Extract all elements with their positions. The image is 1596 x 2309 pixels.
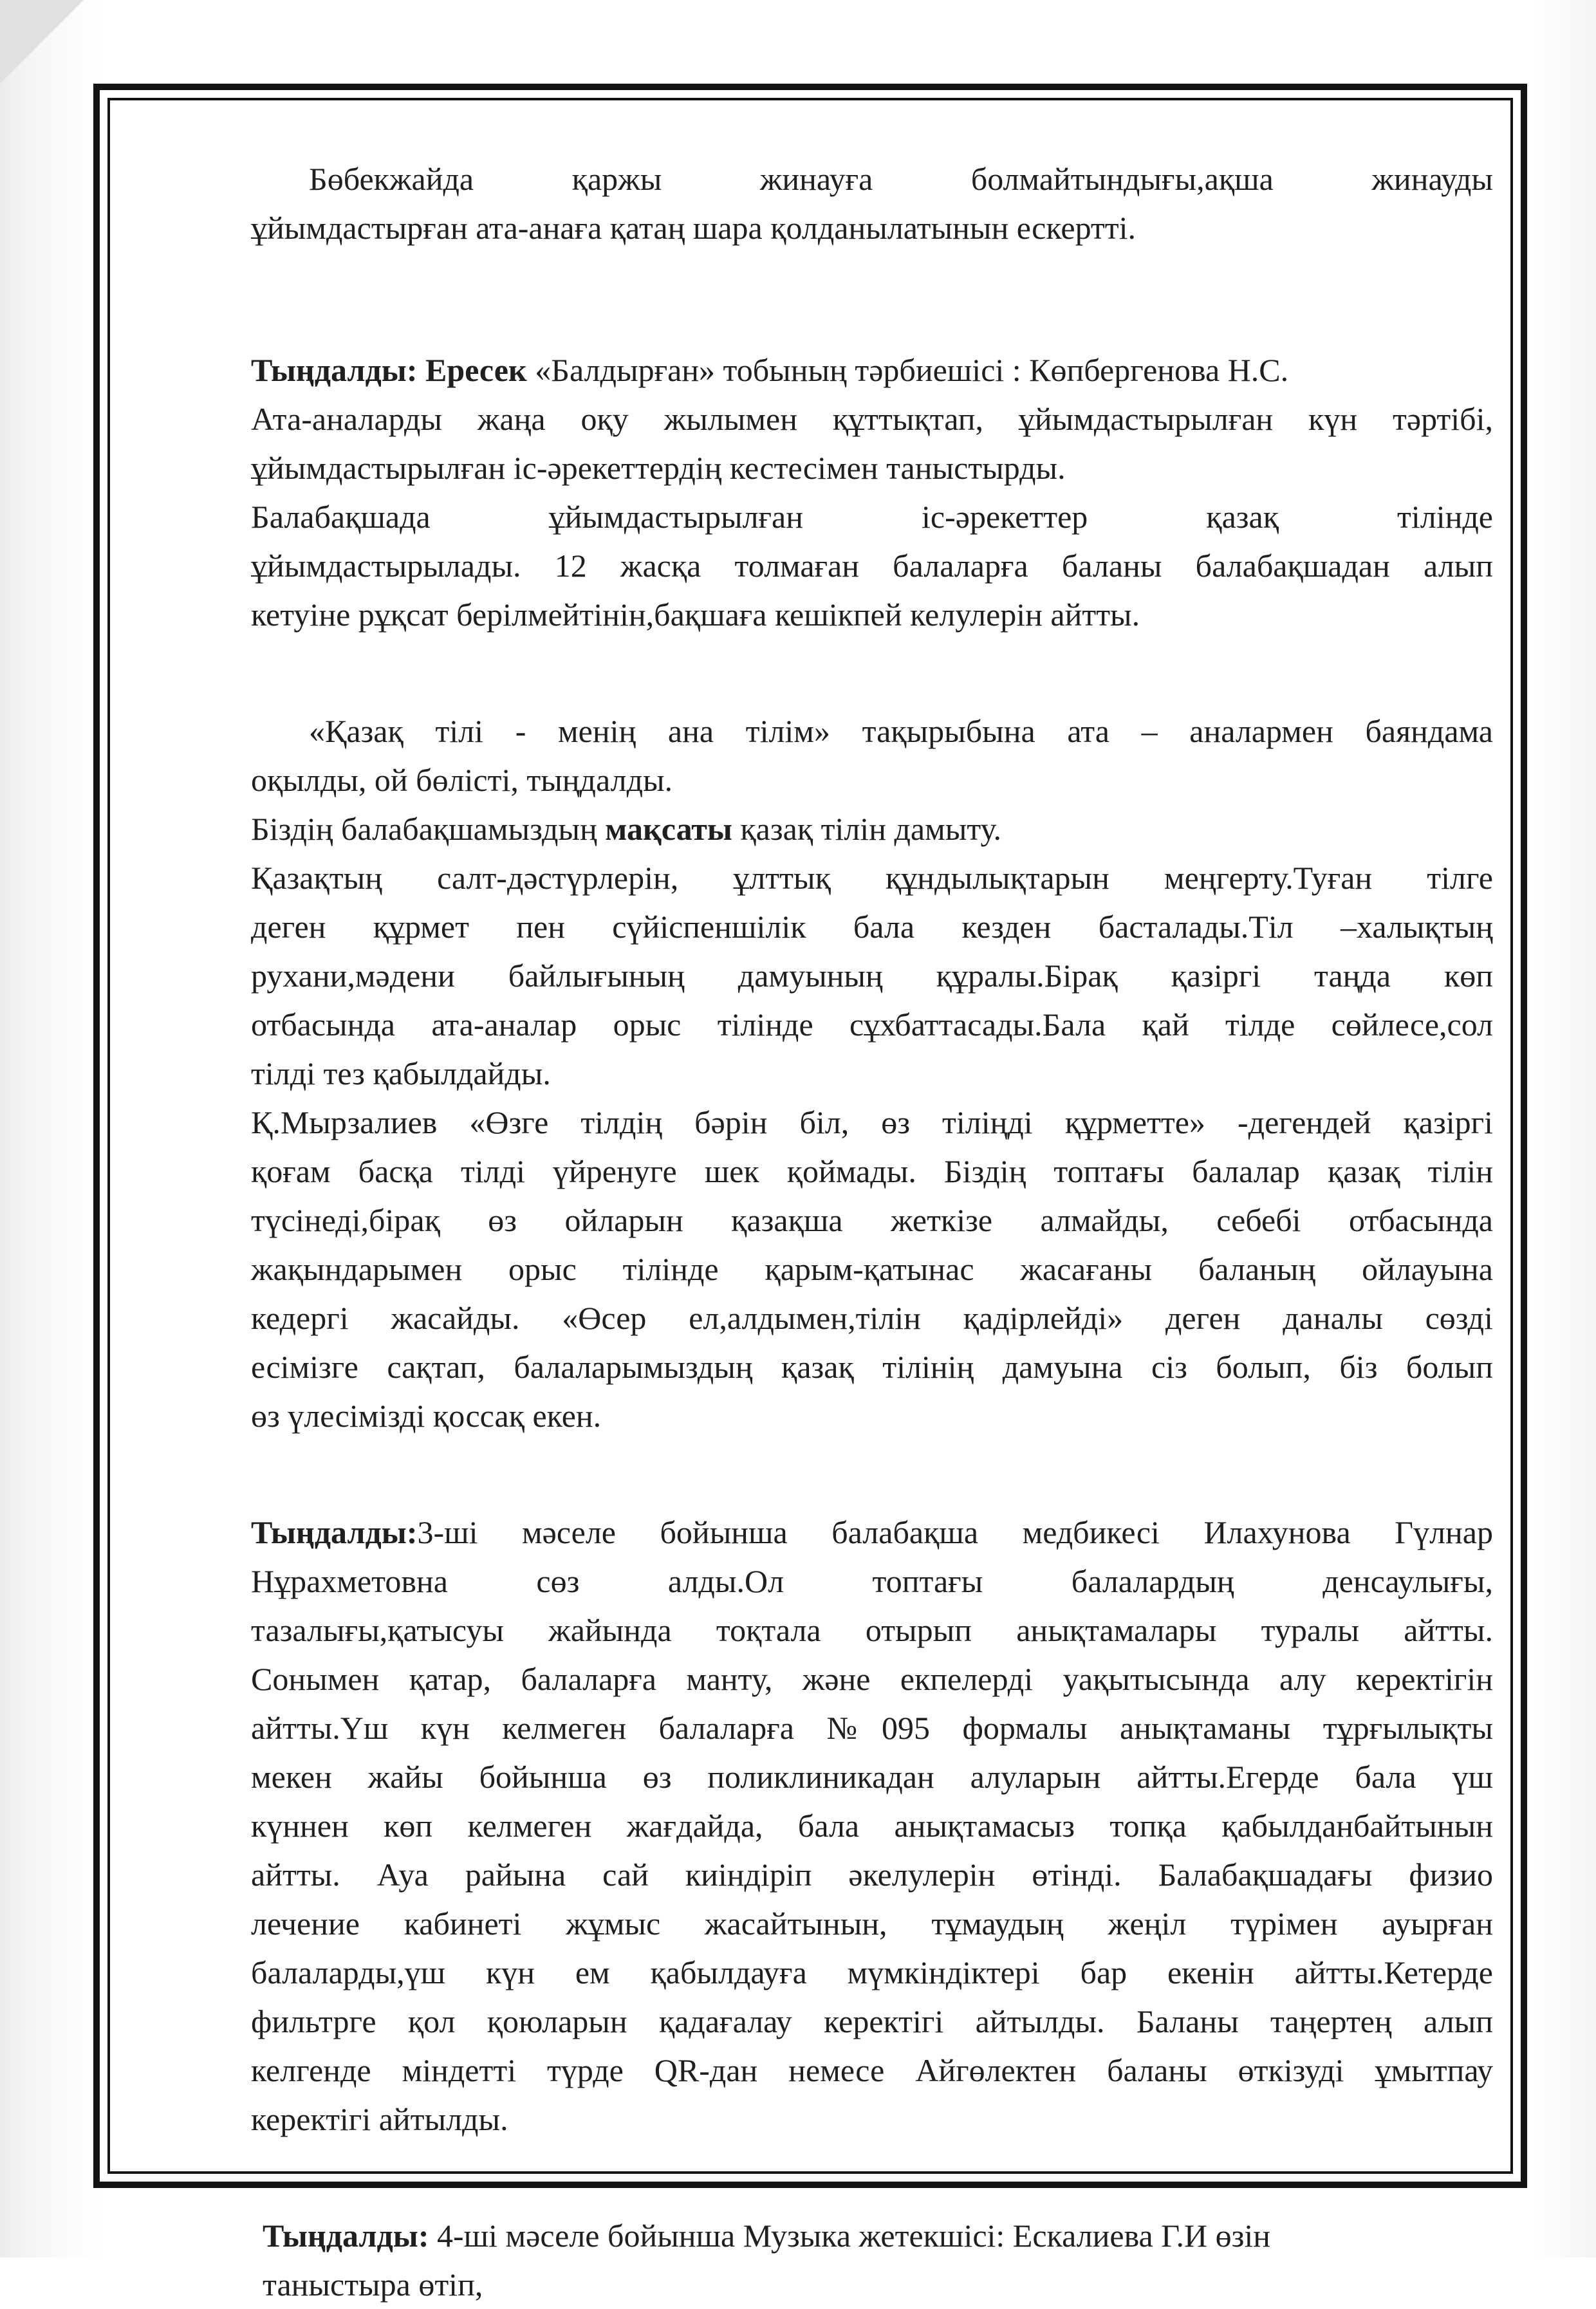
text-line: таныстыра өтіп, <box>263 2267 483 2303</box>
document-body <box>251 154 1493 2309</box>
text-run: «Балдырған» тобының тәрбиешісі : Көпбергенова Н.С. <box>526 352 1289 388</box>
paragraph-block-5 <box>263 2211 1493 2309</box>
text-line: лечение кабинеті жұмыс жасайтынын, тұмаудың жеңіл түрімен ауырған <box>251 1906 1493 1942</box>
paragraph-block-4 <box>251 1508 1493 2144</box>
paragraph-block-1 <box>251 154 1493 252</box>
text-line: фильтрге қол қоюларын қадағалау керектігі айтылды. Баланы таңертең алып <box>251 2003 1493 2039</box>
text-line: түсінеді,бірақ өз ойларын қазақша жеткізе алмайды, себебі отбасында <box>251 1202 1493 1238</box>
text-run: 3-ші мәселе бойынша балабақша медбикесі Илахунова Гүлнар <box>417 1514 1493 1550</box>
text-line: қоғам басқа тілді үйренуге шек қоймады. Біздің топтағы балалар қазақ тілін <box>251 1153 1493 1189</box>
text-line: Ата-аналарды жаңа оқу жылымен құттықтап, ұйымдастырылған күн тәртібі, <box>251 401 1493 437</box>
text-line: тілді тез қабылдайды. <box>251 1055 551 1091</box>
text-line: ұйымдастырылады. 12 жасқа толмаған балаларға баланы балабақшадан алып <box>251 548 1493 584</box>
spacer <box>251 639 1493 707</box>
emphasis-word: мақсаты <box>605 811 732 847</box>
text-line: отбасында ата-аналар орыс тілінде сұхбаттасады.Бала қай тілде сөйлесе,сол <box>251 1006 1493 1043</box>
lead-label: Тыңдалды: Ересек <box>251 352 527 388</box>
text-run: қазақ тілін дамыту. <box>732 811 1002 847</box>
text-line <box>263 2211 1493 2260</box>
text-line: күннен көп келмеген жағдайда, бала анықтамасыз топқа қабылданбайтынын <box>251 1808 1493 1844</box>
text-line: «Қазақ тілі - менің ана тілім» тақырыбына ата – аналармен баяндама <box>309 713 1493 749</box>
text-line: айтты.Үш күн келмеген балаларға №095 формалы анықтаманы тұрғылықты <box>251 1710 1493 1746</box>
text-line <box>251 804 1493 853</box>
lead-label: Тыңдалды: <box>251 1514 418 1550</box>
text-line: деген құрмет пен сүйіспеншілік бала кезден басталады.Тіл –халықтың <box>251 909 1493 945</box>
text-line: мекен жайы бойынша өз поликлиникадан алуларын айтты.Егерде бала үш <box>251 1759 1493 1795</box>
spacer <box>251 1440 1493 1508</box>
spacer <box>251 252 1493 346</box>
spacer <box>251 2144 1493 2211</box>
text-line: Балабақшада ұйымдастырылған іс-әрекеттер қазақ тілінде <box>251 499 1493 535</box>
paragraph-block-3 <box>251 707 1493 1440</box>
text-line: ұйымдастырылған іс-әрекеттердің кестесімен таныстырды. <box>251 450 1066 486</box>
text-line: тазалығы,қатысуы жайында тоқтала отырып анықтамалары туралы айтты. <box>251 1612 1493 1648</box>
lead-label: Тыңдалды: <box>263 2218 429 2254</box>
text-line: кетуіне рұқсат берілмейтінін,бақшаға кешікпей келулерін айтты. <box>251 597 1140 633</box>
text-line: Қазақтың салт-дәстүрлерін, ұлттық құндылықтарын меңгерту.Туған тілге <box>251 860 1493 896</box>
text-line: балаларды,үш күн ем қабылдауға мүмкіндіктері бар екенін айтты.Кетерде <box>251 1954 1493 1990</box>
text-line: ұйымдастырған ата-анаға қатаң шара қолданылатынын ескертті. <box>251 210 1137 246</box>
text-line <box>251 346 1493 394</box>
text-line: есімізге сақтап, балаларымыздың қазақ тілінің дамуына сіз болып, біз болып <box>251 1349 1493 1385</box>
text-line: келгенде міндетті түрде QR-дан немесе Айгөлектен баланы өткізуді ұмытпау <box>251 2052 1493 2088</box>
text-run: 4-ші мәселе бойынша Музыка жетекшісі: Ескалиева Г.И өзін <box>429 2218 1271 2254</box>
folded-corner <box>0 0 84 84</box>
text-line: кедергі жасайды. «Өсер ел,алдымен,тілін қадірлейді» деген даналы сөзді <box>251 1300 1493 1336</box>
text-line: Сонымен қатар, балаларға манту, және екпелерді уақытысында алу керектігін <box>251 1661 1493 1697</box>
text-run: Біздің балабақшамыздың <box>251 811 606 847</box>
paragraph-block-2 <box>251 346 1493 639</box>
text-line: Бөбекжайда қаржы жинауға болмайтындығы,ақша жинауды <box>309 161 1493 197</box>
text-line: өз үлесімізді қоссақ екен. <box>251 1398 602 1434</box>
text-line: оқылды, ой бөлісті, тыңдалды. <box>251 762 673 798</box>
text-line: Нұрахметовна сөз алды.Ол топтағы балалардың денсаулығы, <box>251 1563 1493 1599</box>
text-line: рухани,мәдени байлығының дамуының құралы.Бірақ қазіргі таңда көп <box>251 958 1493 994</box>
text-line: жақындарымен орыс тілінде қарым-қатынас жасағаны баланың ойлауына <box>251 1251 1493 1287</box>
text-line: керектігі айтылды. <box>251 2101 508 2137</box>
text-line: айтты. Ауа райына сай киіндіріп әкелулерін өтінді. Балабақшадағы физио <box>251 1857 1493 1893</box>
text-line: Қ.Мырзалиев «Өзге тілдің бәрін біл, өз тіліңді құрметте» -дегендей қазіргі <box>251 1104 1493 1140</box>
text-line <box>251 1508 1493 1557</box>
